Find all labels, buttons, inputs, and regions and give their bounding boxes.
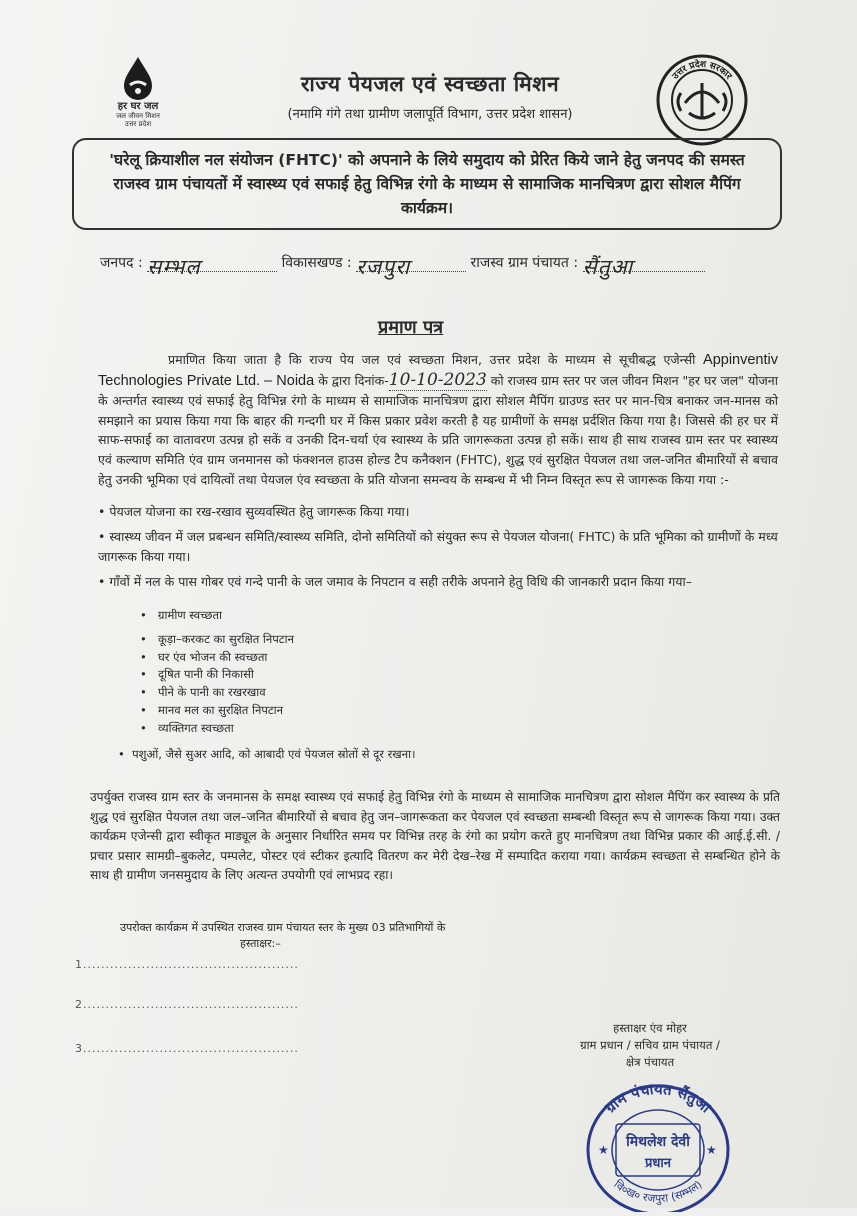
logo-caption-3: उत्तर प्रदेश bbox=[124, 120, 152, 128]
para1-part-a: प्रमाणित किया जाता है कि राज्य पेय जल एवं स्वच्छता मिशन, उत्तर प्रदेश के माध्यम से सूचीबद्ध एजेन्सी bbox=[168, 352, 696, 367]
signatory-line-2: ग्राम प्रधान / सचिव ग्राम पंचायत / bbox=[580, 1038, 720, 1052]
programme-title-text: 'घरेलू क्रियाशील नल संयोजन (FHTC)' को अपनाने के लिये समुदाय को प्रेरित किये जाने हेतु जनपद की समस्त राजस्व ग्राम पंचायतों में स्वास्थ्य एवं सफाई हेतु विभिन्न रंगो के माध्यम से सामाजिक मानचित्रण द्वारा सोशल मैपिंग कार्यक्रम। bbox=[109, 151, 745, 217]
stamp-star-icon: ★ bbox=[598, 1143, 609, 1157]
district-value: सम्भल bbox=[147, 255, 201, 279]
list-item: • कूड़ा–करकट का सुरक्षित निपटान bbox=[140, 631, 294, 649]
bullet-item: • गाँवों में नल के पास गोबर एवं गन्दे पानी के जल जमाव के निपटान व सही तरीके अपनाने हेतु विधि की जानकारी प्रदान किया गया– bbox=[98, 574, 693, 589]
logo-caption-1: हर घर जल bbox=[117, 101, 159, 112]
block-label: विकासखण्ड : bbox=[281, 255, 352, 271]
mission-title: राज्य पेयजल एवं स्वच्छता मिशन bbox=[300, 72, 560, 96]
para1-part-b: के द्वारा दिनांक- bbox=[318, 372, 389, 388]
mission-subtitle: (नमामि गंगे तथा ग्रामीण जलापूर्ति विभाग, उत्तर प्रदेश शासन) bbox=[287, 107, 573, 122]
stamp-star-icon: ★ bbox=[706, 1143, 717, 1157]
district-label: जनपद : bbox=[100, 255, 143, 271]
agency-name: Appinventiv Technologies Private Ltd. – Noida bbox=[98, 352, 778, 389]
list-item: • व्यक्तिगत स्वच्छता bbox=[140, 720, 294, 738]
signature-line-2: 2................................................ bbox=[75, 998, 299, 1011]
logo-caption-2: जल जीवन मिशन bbox=[116, 112, 160, 120]
bullet-text: गाँवों में नल के पास गोबर एवं गन्दे पानी के जल जमाव के निपटान व सही तरीके अपनाने हेतु विधि की जानकारी प्रदान किया गया– bbox=[109, 574, 693, 589]
para1-part-c: को राजस्व ग्राम स्तर पर जल जीवन मिशन "हर घर जल" योजना के अन्तर्गत स्वास्थ्य एवं सफाई हेतु विभिन्न रंगो के माध्यम से सामाजिक मानचित्रण द्वारा सोशल मैपिंग ग्राउण्ड स्तर पर मान-चित्र बनाकर जन-मानस को समझाने का प्रयास किया गया कि बाहर की गन्दगी घर में किस प्रकार प्रवेश करती है यह ग्रामीणों के समक्ष प्रर्दशित किया गया है। जिससे की हर घर में साफ-सफाई का वातावरण उत्पन्न हो सकें व उनकी दिन-चर्या एंव स्वास्थ्य के प्रति जागरूकता उत्पन्न हो सकें। साथ ही साथ राजस्व ग्राम स्तर पर स्वास्थ्य एवं कल्याण समिति एंव ग्राम जनमानस को फंक्शनल हाउस होल्ड टैप कनैक्शन (FHTC), शुद्ध एवं सुरक्षित पेयजल तथा जल-जनित बीमारियों से बचाव हेतु उनकी भूमिका एवं दायित्वों तथा पेयजल एंव स्वच्छता के प्रति योजना समन्वय के सम्बन्ध में भी निम्न विस्तृत रूप से जागरूक किया गया :- bbox=[98, 372, 778, 487]
programme-title-box bbox=[72, 138, 782, 230]
certificate-title: प्रमाण पत्र bbox=[378, 317, 444, 338]
water-drop-icon bbox=[118, 55, 158, 101]
up-government-emblem bbox=[655, 53, 749, 147]
list-item: • घर एंव भोजन की स्वच्छता bbox=[140, 649, 294, 667]
participants-note-line1: उपरोक्त कार्यक्रम में उपस्थित राजस्व ग्राम पंचायत स्तर के मुख्य 03 प्रतिभागियों के bbox=[120, 921, 446, 934]
svg-text:वि०ख० रजपुरा (सम्भल) bbox=[611, 1178, 704, 1205]
signature-line-1: 1................................................ bbox=[75, 958, 299, 971]
stamp-role: प्रधान bbox=[645, 1156, 671, 1171]
location-fields bbox=[100, 253, 800, 279]
bullet-item: • पशुओं, जैसे सुअर आदि, को आबादी एवं पेयजल स्रोतों से दूर रखना। bbox=[118, 747, 416, 761]
bullet-text: स्वास्थ्य जीवन में जल प्रबन्धन समिति/स्वास्थ्य समिति, दोनो समितियों को संयुक्त रूप से पेयजल योजना( FHTC) के प्रति भूमिका को ग्रामीणों के मध्य जागरूक किया गया। bbox=[98, 529, 778, 564]
awareness-sub-list bbox=[140, 607, 294, 738]
signature-line-3: 3................................................ bbox=[75, 1042, 299, 1055]
signatory-line-3: क्षेत्र पंचायत bbox=[625, 1055, 675, 1069]
block-value: रजपुरा bbox=[356, 255, 411, 279]
stamp-bottom-text: वि०ख० रजपुरा (सम्भल) bbox=[611, 1177, 705, 1206]
signatory-line-1: हस्ताक्षर एंव मोहर bbox=[613, 1021, 687, 1035]
programme-date: 10-10-2023 bbox=[388, 369, 487, 390]
list-item: • दूषित पानी की निकासी bbox=[140, 666, 294, 684]
bullet-item: • स्वास्थ्य जीवन में जल प्रबन्धन समिति/स्वास्थ्य समिति, दोनो समितियों को संयुक्त रूप से पेयजल योजना( FHTC) के प्रति भूमिका को ग्रामीणों के मध्य जागरूक किया गया। bbox=[98, 529, 778, 564]
panchayat-value: सैंतुआ bbox=[582, 255, 634, 279]
participants-note-line2: हस्ताक्षर:– bbox=[240, 937, 281, 950]
certificate-paragraph-1 bbox=[98, 350, 778, 489]
panchayat-label: राजस्व ग्राम पंचायत : bbox=[470, 255, 579, 271]
list-item: • ग्रामीण स्वच्छता bbox=[140, 607, 294, 625]
bullet-text: पशुओं, जैसे सुअर आदि, को आबादी एवं पेयजल स्रोतों से दूर रखना। bbox=[132, 747, 416, 761]
panchayat-stamp bbox=[582, 1072, 732, 1212]
har-ghar-jal-logo bbox=[98, 55, 178, 128]
certificate-paragraph-2: उपर्युक्त राजस्व ग्राम स्तर के जनमानस के समक्ष स्वास्थ्य एवं सफाई हेतु विभिन्न रंगो के माध्यम से सामाजिक मानचित्रण द्वारा सोशल मैपिंग कर स्वास्थ्य के प्रति शुद्ध एवं सुरक्षित पेयजल तथा जल–जनित बीमारियों से बचाव हेतु जन–जागरूकता कर पेयजल एवं स्वच्छता सम्बन्धी विस्तृत रूप से जागरूक किया गया। उक्त कार्यक्रम एजेन्सी द्वारा स्वीकृत माड्यूल के अनुसार निर्धारित समय पर विभिन्न तरह के रंगो का प्रयोग करते हुए मानचित्रण तथा विभिन्न प्रकार की आई.ई.सी. / प्रचार प्रसार सामग्री–बुकलेट, पम्पलेट, पोस्टर एवं स्टीकर इत्यादि वितरण कर मेरी देख–रेख में सम्पादित कराया गया। कार्यक्रम स्वच्छता से सम्बन्धित होने के साथ ही ग्रामीण जनसमुदाय के लिए अत्यन्त उपयोगी एवं लाभप्रद रहा। bbox=[90, 790, 780, 882]
bullet-item: • पेयजल योजना का रख-रखाव सुव्यवस्थित हेतु जागरूक किया गया। bbox=[98, 504, 410, 519]
participants-note bbox=[120, 920, 445, 952]
signatory-block bbox=[560, 1020, 740, 1071]
list-item: • पीने के पानी का रखरखाव bbox=[140, 684, 294, 702]
emblem-text: उत्तर प्रदेश सरकार bbox=[670, 59, 734, 82]
bullet-text: पेयजल योजना का रख-रखाव सुव्यवस्थित हेतु जागरूक किया गया। bbox=[109, 504, 410, 519]
list-item: • मानव मल का सुरक्षित निपटान bbox=[140, 702, 294, 720]
stamp-name: मिथलेश देवी bbox=[626, 1134, 690, 1150]
stamp-arc-text: ग्राम पंचायत सैंतुआ bbox=[601, 1079, 715, 1117]
